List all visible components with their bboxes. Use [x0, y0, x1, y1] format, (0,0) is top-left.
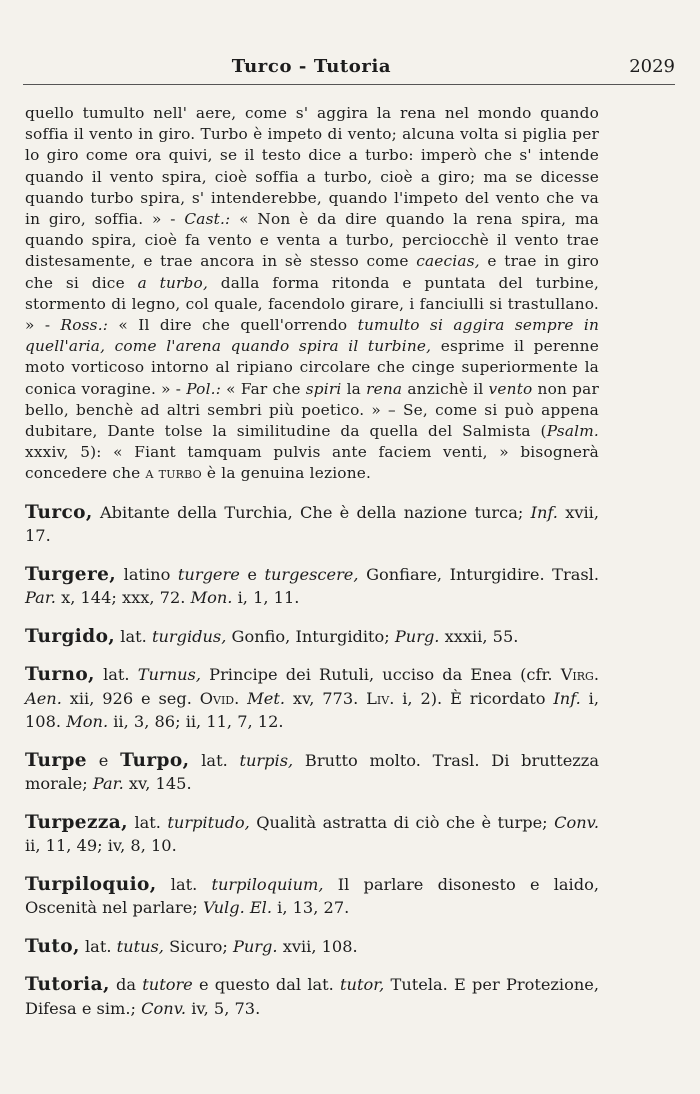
page-header	[23, 56, 675, 84]
headword: Turno,	[25, 664, 95, 686]
entry-turco: Turco, Abitante della Turchia, Che è della nazione turca; Inf. xvii, 17.	[25, 501, 599, 546]
running-head: Turco - Tutoria	[231, 56, 392, 77]
headword: Turpezza,	[25, 811, 129, 833]
headword: Turco,	[25, 501, 93, 523]
entry-turpiloquio: Turpiloquio, lat. turpiloquium, Il parlare disonesto e laido, Oscenità nel parlare; Vulg. El. i, 13, 27.	[25, 873, 599, 918]
headword: Turpiloquio,	[25, 873, 157, 895]
entry-turno: Turno, lat. Turnus, Principe dei Rutuli, ucciso da Enea (cfr. Virg. Aen. xii, 926 e seg. Ovid. Met. xv, 773. Liv. i, 2). È ricordato Inf. i, 108. Mon. ii, 3, 86; ii, 11, 7, 12.	[25, 664, 600, 732]
headword: Tutoria,	[25, 974, 110, 996]
entry-tutoria: Tutoria, da tutore e questo dal lat. tutor, Tutela. E per Protezione, Difesa e sim.; Conv. iv, 5, 73.	[25, 974, 600, 1018]
entry-turgere: Turgere, latino turgere e turgescere, Gonfiare, Inturgidire. Trasl. Par. x, 144; xxx, 72. Mon. i, 1, 11.	[25, 563, 599, 608]
page-body	[25, 103, 599, 1020]
headword: Turpe	[25, 749, 87, 771]
entry-turpe: Turpe e Turpo, lat. turpis, Brutto molto. Trasl. Di bruttezza morale; Par. xv, 145.	[25, 749, 599, 794]
entry-turpezza: Turpezza, lat. turpitudo, Qualità astratta di ciò che è turpe; Conv. ii, 11, 49; iv, 8, 10.	[25, 811, 599, 856]
entry-tuto: Tuto, lat. tutus, Sicuro; Purg. xvii, 108.	[25, 935, 358, 957]
entry-turgido: Turgido, lat. turgidus, Gonfio, Inturgidito; Purg. xxxii, 55.	[25, 625, 519, 647]
headword: Turpo,	[120, 749, 190, 771]
headword: Tuto,	[25, 935, 80, 957]
headword: Turgere,	[25, 563, 117, 585]
headword: Turgido,	[25, 625, 116, 647]
continued-paragraph: quello tumulto nell' aere, come s' aggira la rena nel mondo quando soffia il vento in giro. Turbo è impeto di vento; alcuna volta si piglia per lo giro come ora quivi, se il testo dice a turbo: imperò che s' intende quando il vento spira, cioè soffia a turbo, cioè a giro; ma se dicesse quando turbo spira, s' intenderebbe, quando l'impeto del vento che va in giro, soffia. » - Cast.: « Non è da dire quando la rena spira, ma quando spira, cioè fa vento e venta a turbo, perciocchè il vento trae distesamente, e trae ancora in sè stesso come caecias, e trae in giro che si dice a turbo, dalla forma ritonda e puntata del turbine, stormento di legno, col quale, facendolo girare, i fanciulli si trastullano. » - Ross.: « Il dire che quell'orrendo tumulto si aggira sempre in quell'aria, come l'arena quando spira il turbine, esprime il perenne moto vorticoso intorno al ripiano circolare che cinge superiormente la conica voragine. » - Pol.: « Far che spiri la rena anzichè il vento non par bello, benchè ad altri sembri più poetico. » – Se, come si può appena dubitare, Dante tolse la similitudine da quella del Salmista (Psalm. xxxiv, 5): « Fiant tamquam pulvis ante faciem venti, » bisognerà concedere che a turbo è la genuina lezione.	[25, 104, 600, 483]
header-rule	[23, 84, 675, 85]
page-number: 2029	[629, 56, 675, 77]
